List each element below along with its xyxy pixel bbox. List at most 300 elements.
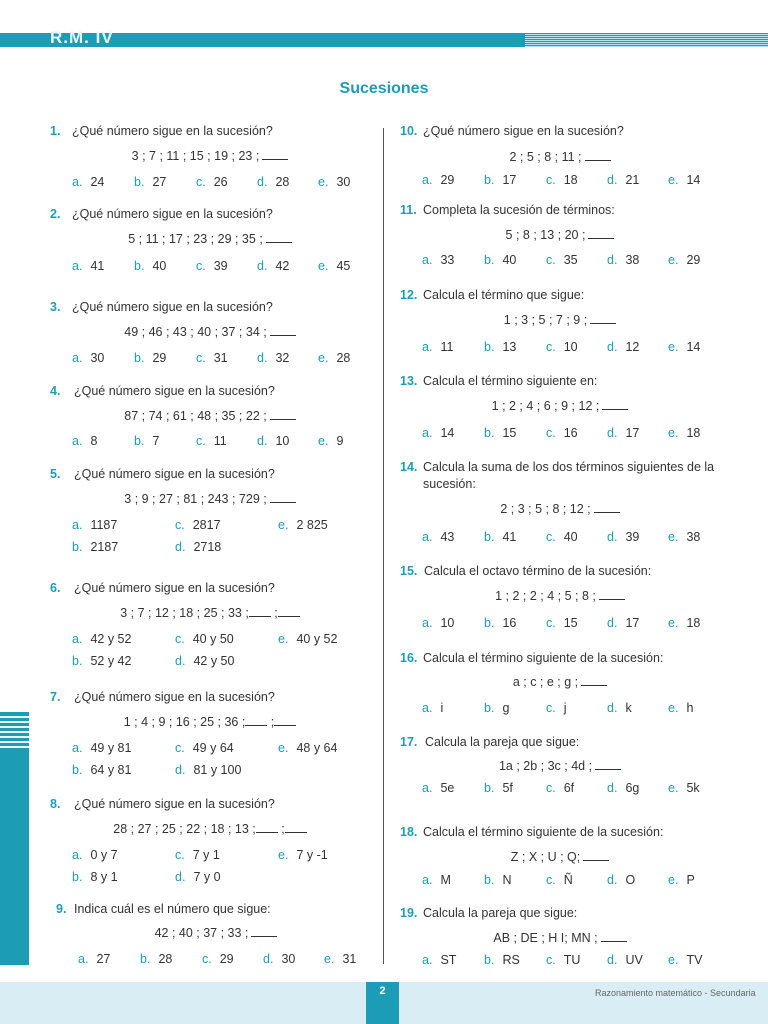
option-letter: b. bbox=[484, 781, 495, 795]
option-value: 10 bbox=[275, 434, 290, 448]
option-value: 31 bbox=[342, 952, 357, 966]
sequence bbox=[400, 850, 720, 864]
answer-blank bbox=[588, 228, 614, 239]
answer-blank bbox=[245, 715, 267, 726]
option-value: P bbox=[686, 873, 695, 887]
option-letter: e. bbox=[278, 741, 289, 755]
sequence bbox=[50, 232, 370, 246]
option-value: 32 bbox=[275, 351, 290, 365]
option-value: 42 y 50 bbox=[193, 654, 235, 668]
answer-blank bbox=[581, 675, 607, 686]
option-letter: b. bbox=[484, 873, 495, 887]
option-letter: c. bbox=[196, 351, 206, 365]
option-letter: e. bbox=[318, 351, 329, 365]
option-e bbox=[668, 953, 702, 967]
option-letter: b. bbox=[72, 654, 83, 668]
option-a bbox=[78, 952, 110, 966]
answer-blank bbox=[595, 759, 621, 770]
question-number: 19. bbox=[400, 906, 418, 920]
option-value: 14 bbox=[440, 426, 455, 440]
option-letter: a. bbox=[72, 848, 83, 862]
option-letter: d. bbox=[175, 763, 186, 777]
option-letter: e. bbox=[668, 701, 679, 715]
question-stem: ¿Qué número sigue en la sucesión? bbox=[74, 797, 275, 811]
question-stem: Calcula la pareja que sigue: bbox=[425, 735, 580, 749]
sequence-text: 3 ; 7 ; 12 ; 18 ; 25 ; 33 ; bbox=[120, 606, 249, 620]
option-e bbox=[278, 518, 328, 532]
option-letter: d. bbox=[257, 351, 268, 365]
option-letter: b. bbox=[484, 953, 495, 967]
answer-blank bbox=[251, 926, 277, 937]
answer-blank bbox=[270, 409, 296, 420]
option-e bbox=[668, 173, 700, 187]
option-value: 27 bbox=[96, 952, 111, 966]
option-c bbox=[546, 781, 574, 795]
sequence-text: 2 ; 5 ; 8 ; 11 ; bbox=[509, 150, 582, 164]
option-c bbox=[175, 741, 234, 755]
question-number: 4. bbox=[50, 384, 61, 398]
option-a bbox=[422, 616, 454, 630]
sequence bbox=[50, 325, 370, 339]
option-value: 17 bbox=[625, 426, 640, 440]
option-letter: d. bbox=[607, 701, 618, 715]
option-e bbox=[278, 848, 328, 862]
sequence bbox=[56, 926, 376, 940]
option-d bbox=[175, 870, 221, 884]
option-value: 30 bbox=[90, 351, 105, 365]
option-letter: b. bbox=[484, 701, 495, 715]
option-e bbox=[668, 701, 693, 715]
sequence bbox=[400, 313, 720, 327]
option-value: 2718 bbox=[193, 540, 222, 554]
option-letter: d. bbox=[257, 434, 268, 448]
sequence bbox=[400, 150, 720, 164]
option-value: N bbox=[502, 873, 512, 887]
sequence bbox=[50, 492, 370, 506]
option-a bbox=[422, 173, 454, 187]
answer-blank bbox=[585, 150, 611, 161]
page-title: Sucesiones bbox=[339, 80, 429, 97]
option-letter: e. bbox=[668, 253, 679, 267]
option-a bbox=[72, 351, 104, 365]
question-stem: ¿Qué número sigue en la sucesión? bbox=[423, 124, 624, 138]
option-value: 39 bbox=[213, 259, 228, 273]
question-stem-continued: sucesión: bbox=[423, 477, 476, 491]
option-value: 7 y 0 bbox=[193, 870, 221, 884]
option-letter: c. bbox=[546, 340, 556, 354]
option-a bbox=[422, 426, 454, 440]
option-d bbox=[607, 530, 639, 544]
sequence-text: 1 ; 2 ; 4 ; 6 ; 9 ; 12 ; bbox=[491, 399, 600, 413]
option-value: 14 bbox=[686, 340, 701, 354]
option-a bbox=[72, 848, 118, 862]
question-stem: ¿Qué número sigue en la sucesión? bbox=[72, 207, 273, 221]
option-value: RS bbox=[502, 953, 520, 967]
option-letter: c. bbox=[546, 616, 556, 630]
question-stem: Calcula el término siguiente en: bbox=[423, 374, 598, 388]
answer-blank bbox=[602, 399, 628, 410]
option-a bbox=[422, 253, 454, 267]
option-letter: c. bbox=[546, 426, 556, 440]
option-value: 11 bbox=[440, 340, 454, 354]
question-stem: ¿Qué número sigue en la sucesión? bbox=[74, 581, 275, 595]
sequence bbox=[400, 399, 720, 413]
option-value: 49 y 64 bbox=[192, 741, 234, 755]
option-value: 33 bbox=[440, 253, 455, 267]
option-letter: b. bbox=[134, 434, 145, 448]
option-letter: d. bbox=[607, 953, 618, 967]
option-b bbox=[484, 173, 516, 187]
option-a bbox=[422, 873, 451, 887]
option-d bbox=[607, 340, 639, 354]
option-value: 64 y 81 bbox=[90, 763, 132, 777]
option-letter: c. bbox=[175, 518, 185, 532]
option-letter: e. bbox=[278, 848, 289, 862]
option-e bbox=[668, 873, 695, 887]
option-letter: c. bbox=[202, 952, 212, 966]
option-value: 27 bbox=[152, 175, 167, 189]
option-value: 49 y 81 bbox=[90, 741, 132, 755]
option-value: 29 bbox=[440, 173, 455, 187]
option-letter: b. bbox=[484, 616, 495, 630]
option-d bbox=[175, 763, 241, 777]
answer-blank bbox=[278, 606, 300, 617]
option-b bbox=[484, 953, 520, 967]
option-d bbox=[257, 175, 289, 189]
option-letter: e. bbox=[668, 953, 679, 967]
option-a bbox=[72, 741, 131, 755]
option-c bbox=[546, 873, 573, 887]
option-value: 43 bbox=[440, 530, 455, 544]
option-value: 8 y 1 bbox=[90, 870, 118, 884]
option-letter: d. bbox=[263, 952, 274, 966]
option-c bbox=[546, 953, 580, 967]
option-c bbox=[202, 952, 234, 966]
question-number: 14. bbox=[400, 460, 418, 474]
option-value: 41 bbox=[90, 259, 105, 273]
option-a bbox=[422, 530, 454, 544]
question-stem: Calcula el término siguiente de la sucesión: bbox=[423, 825, 664, 839]
option-c bbox=[546, 426, 578, 440]
option-value: 10 bbox=[563, 340, 578, 354]
option-letter: c. bbox=[546, 701, 556, 715]
question-number: 8. bbox=[50, 797, 61, 811]
option-c bbox=[546, 530, 578, 544]
option-letter: a. bbox=[422, 873, 433, 887]
sequence-text: AB ; DE ; H I; MN ; bbox=[493, 931, 598, 945]
option-e bbox=[668, 616, 700, 630]
option-d bbox=[607, 253, 639, 267]
sequence-text: 1 ; 2 ; 2 ; 4 ; 5 ; 8 ; bbox=[495, 589, 596, 603]
option-e bbox=[318, 175, 350, 189]
option-letter: a. bbox=[72, 351, 83, 365]
option-value: 48 y 64 bbox=[296, 741, 338, 755]
option-b bbox=[484, 426, 516, 440]
option-letter: b. bbox=[140, 952, 151, 966]
question-number: 18. bbox=[400, 825, 418, 839]
option-value: 35 bbox=[563, 253, 578, 267]
answer-blank bbox=[249, 606, 271, 617]
option-value: 5e bbox=[440, 781, 455, 795]
option-a bbox=[72, 434, 97, 448]
question-number: 5. bbox=[50, 467, 61, 481]
question-stem: Calcula el octavo término de la sucesión: bbox=[424, 564, 652, 578]
answer-blank bbox=[583, 850, 609, 861]
sequence: 3 ; 7 ; 12 ; 18 ; 25 ; 33 ; ; bbox=[50, 606, 370, 620]
question-number: 13. bbox=[400, 374, 418, 388]
option-d bbox=[607, 873, 635, 887]
option-b bbox=[134, 434, 159, 448]
option-c bbox=[546, 616, 578, 630]
left-side-stripes bbox=[0, 716, 29, 750]
option-value: 2187 bbox=[90, 540, 119, 554]
option-letter: b. bbox=[72, 763, 83, 777]
option-letter: d. bbox=[607, 616, 618, 630]
option-b bbox=[484, 530, 516, 544]
option-a bbox=[72, 518, 117, 532]
option-d bbox=[257, 259, 289, 273]
option-value: 42 y 52 bbox=[90, 632, 132, 646]
option-b bbox=[484, 253, 516, 267]
question-number: 12. bbox=[400, 288, 418, 302]
question-number: 6. bbox=[50, 581, 61, 595]
option-value: O bbox=[625, 873, 636, 887]
option-letter: c. bbox=[175, 632, 185, 646]
option-a bbox=[422, 953, 456, 967]
answer-blank bbox=[285, 822, 307, 833]
option-e bbox=[318, 351, 350, 365]
page-number: 2 bbox=[366, 982, 399, 1024]
answer-blank bbox=[270, 325, 296, 336]
option-value: M bbox=[440, 873, 451, 887]
option-value: h bbox=[686, 701, 694, 715]
sequence-text: 1 ; 3 ; 5 ; 7 ; 9 ; bbox=[503, 313, 588, 327]
sequence bbox=[400, 502, 720, 516]
option-b bbox=[484, 340, 516, 354]
sequence-text: a ; c ; e ; g ; bbox=[512, 675, 579, 689]
option-b bbox=[134, 351, 166, 365]
sequence-text: 87 ; 74 ; 61 ; 48 ; 35 ; 22 ; bbox=[124, 409, 267, 423]
option-value: 40 bbox=[502, 253, 517, 267]
question-number: 15. bbox=[400, 564, 418, 578]
option-a bbox=[72, 632, 131, 646]
option-letter: e. bbox=[668, 873, 679, 887]
option-letter: a. bbox=[422, 173, 433, 187]
option-letter: d. bbox=[607, 253, 618, 267]
option-letter: c. bbox=[546, 873, 556, 887]
answer-blank bbox=[599, 589, 625, 600]
option-value: 40 y 52 bbox=[296, 632, 338, 646]
option-c bbox=[546, 173, 578, 187]
question-stem: ¿Qué número sigue en la sucesión? bbox=[72, 300, 273, 314]
option-value: 17 bbox=[625, 616, 640, 630]
option-letter: e. bbox=[318, 175, 329, 189]
option-value: 16 bbox=[502, 616, 517, 630]
sequence bbox=[400, 589, 720, 603]
option-letter: d. bbox=[257, 259, 268, 273]
question-number: 2. bbox=[50, 207, 61, 221]
option-e bbox=[324, 952, 356, 966]
option-value: 15 bbox=[502, 426, 517, 440]
option-value: 9 bbox=[336, 434, 344, 448]
option-d bbox=[257, 434, 289, 448]
option-d bbox=[175, 540, 221, 554]
option-value: 38 bbox=[625, 253, 640, 267]
option-b bbox=[484, 781, 513, 795]
option-letter: b. bbox=[484, 426, 495, 440]
option-c bbox=[175, 518, 221, 532]
question-number: 17. bbox=[400, 735, 418, 749]
option-letter: e. bbox=[668, 426, 679, 440]
option-letter: b. bbox=[72, 540, 83, 554]
option-b bbox=[72, 654, 131, 668]
option-value: 7 y -1 bbox=[296, 848, 328, 862]
option-e bbox=[278, 632, 337, 646]
sequence-text: 5 ; 11 ; 17 ; 23 ; 29 ; 35 ; bbox=[128, 232, 263, 246]
option-c bbox=[175, 848, 220, 862]
option-c bbox=[546, 701, 567, 715]
header-stripes bbox=[525, 33, 768, 47]
option-letter: e. bbox=[668, 173, 679, 187]
option-value: 40 bbox=[563, 530, 578, 544]
option-letter: a. bbox=[422, 701, 433, 715]
option-value: 14 bbox=[686, 173, 701, 187]
option-value: 12 bbox=[625, 340, 640, 354]
option-value: 10 bbox=[440, 616, 455, 630]
option-d bbox=[607, 426, 639, 440]
option-value: 1187 bbox=[90, 518, 118, 532]
option-value: 28 bbox=[158, 952, 173, 966]
question-number: 11. bbox=[400, 203, 417, 217]
sequence bbox=[400, 759, 720, 773]
answer-blank bbox=[266, 232, 292, 243]
option-value: 40 bbox=[152, 259, 167, 273]
sequence-text: 1a ; 2b ; 3c ; 4d ; bbox=[498, 759, 593, 773]
option-value: 7 y 1 bbox=[192, 848, 220, 862]
sequence-text: 28 ; 27 ; 25 ; 22 ; 18 ; 13 ; bbox=[113, 822, 256, 836]
option-letter: d. bbox=[175, 654, 186, 668]
option-letter: c. bbox=[196, 259, 206, 273]
sequence bbox=[50, 409, 370, 423]
option-c bbox=[196, 351, 228, 365]
answer-blank bbox=[590, 313, 616, 324]
answer-blank bbox=[594, 502, 620, 513]
option-e bbox=[668, 530, 700, 544]
answer-blank bbox=[262, 149, 288, 160]
sequence bbox=[50, 149, 370, 163]
option-letter: d. bbox=[257, 175, 268, 189]
option-d bbox=[607, 781, 639, 795]
option-e bbox=[668, 426, 700, 440]
footer-text: Razonamiento matemático - Secundaria bbox=[595, 988, 756, 998]
option-value: 18 bbox=[563, 173, 578, 187]
option-letter: a. bbox=[72, 632, 83, 646]
option-b bbox=[72, 763, 131, 777]
option-value: 5f bbox=[502, 781, 513, 795]
option-letter: e. bbox=[278, 632, 289, 646]
option-value: 6f bbox=[563, 781, 575, 795]
sequence-text: Z ; X ; U ; Q; bbox=[510, 850, 581, 864]
option-letter: e. bbox=[668, 340, 679, 354]
option-letter: a. bbox=[422, 781, 433, 795]
option-letter: a. bbox=[422, 616, 433, 630]
option-value: g bbox=[502, 701, 510, 715]
option-d bbox=[607, 173, 639, 187]
option-value: 28 bbox=[336, 351, 351, 365]
option-letter: d. bbox=[607, 530, 618, 544]
option-letter: c. bbox=[546, 953, 556, 967]
option-value: 28 bbox=[275, 175, 290, 189]
option-letter: e. bbox=[324, 952, 335, 966]
option-b bbox=[72, 540, 118, 554]
option-value: 30 bbox=[336, 175, 351, 189]
option-a bbox=[72, 259, 104, 273]
book-label: R.M. IV bbox=[50, 28, 114, 47]
option-value: 16 bbox=[563, 426, 578, 440]
sequence-text: 49 ; 46 ; 43 ; 40 ; 37 ; 34 ; bbox=[124, 325, 267, 339]
option-a bbox=[422, 701, 443, 715]
option-letter: a. bbox=[78, 952, 89, 966]
option-value: 21 bbox=[625, 173, 640, 187]
option-value: 38 bbox=[686, 530, 701, 544]
option-value: 31 bbox=[213, 351, 228, 365]
option-a bbox=[422, 781, 454, 795]
option-value: 18 bbox=[686, 426, 701, 440]
option-letter: a. bbox=[422, 253, 433, 267]
question-number: 10. bbox=[400, 124, 418, 138]
option-letter: b. bbox=[484, 340, 495, 354]
question-number: 9. bbox=[56, 902, 67, 916]
question-stem: ¿Qué número sigue en la sucesión? bbox=[74, 384, 275, 398]
option-value: 29 bbox=[686, 253, 701, 267]
option-letter: b. bbox=[134, 175, 145, 189]
option-e bbox=[668, 340, 700, 354]
sequence-text: 5 ; 8 ; 13 ; 20 ; bbox=[505, 228, 586, 242]
question-stem: Calcula el término siguiente de la sucesión: bbox=[423, 651, 664, 665]
option-c bbox=[175, 632, 234, 646]
question-number: 1. bbox=[50, 124, 61, 138]
sequence bbox=[400, 675, 720, 689]
option-letter: d. bbox=[607, 781, 618, 795]
option-letter: e. bbox=[668, 530, 679, 544]
option-value: j bbox=[563, 701, 567, 715]
option-value: 39 bbox=[625, 530, 640, 544]
sequence-text: 3 ; 9 ; 27 ; 81 ; 243 ; 729 ; bbox=[124, 492, 267, 506]
option-letter: c. bbox=[546, 253, 556, 267]
option-letter: a. bbox=[72, 741, 83, 755]
question-stem: ¿Qué número sigue en la sucesión? bbox=[72, 124, 273, 138]
option-letter: b. bbox=[484, 173, 495, 187]
sequence-text: 42 ; 40 ; 37 ; 33 ; bbox=[154, 926, 249, 940]
option-value: 15 bbox=[563, 616, 578, 630]
option-letter: b. bbox=[484, 530, 495, 544]
answer-blank bbox=[270, 492, 296, 503]
option-value: 13 bbox=[502, 340, 517, 354]
question-stem: Completa la sucesión de términos: bbox=[423, 203, 615, 217]
option-value: TU bbox=[563, 953, 581, 967]
option-letter: c. bbox=[546, 781, 556, 795]
sequence-text: 1 ; 4 ; 9 ; 16 ; 25 ; 36 ; bbox=[123, 715, 246, 729]
option-letter: a. bbox=[422, 340, 433, 354]
option-letter: e. bbox=[318, 434, 329, 448]
option-value: ST bbox=[440, 953, 457, 967]
question-stem: Calcula el término que sigue: bbox=[423, 288, 585, 302]
option-value: 52 y 42 bbox=[90, 654, 132, 668]
option-value: TV bbox=[686, 953, 703, 967]
sequence-text: 2 ; 3 ; 5 ; 8 ; 12 ; bbox=[500, 502, 591, 516]
question-stem: Indica cuál es el número que sigue: bbox=[74, 902, 271, 916]
answer-blank bbox=[274, 715, 296, 726]
